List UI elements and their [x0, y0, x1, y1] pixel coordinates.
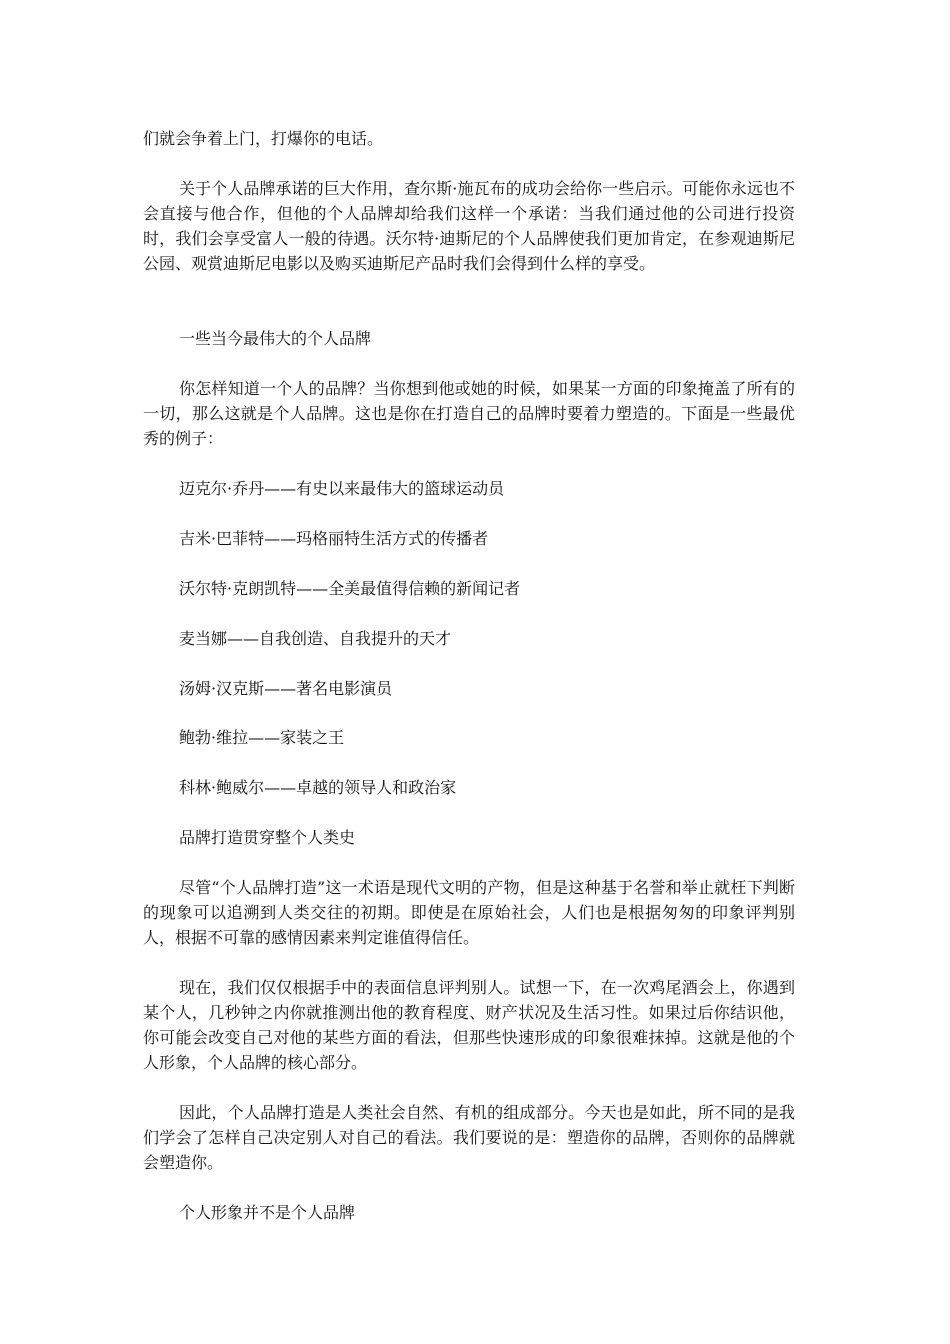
- paragraph-judging-people: 现在，我们仅仅根据手中的表面信息评判别人。试想一下，在一次鸡尾酒会上，你遇到某个人，几秒钟之内你就推测出他的教育程度、财产状况及生活习性。如果过后你结识他，你可能会改变自己对他的某些方面的看法，但那些快速形成的印象很难抹掉。这就是他的个人形象，个人品牌的核心部分。: [143, 978, 795, 1072]
- list-item-buffett: 吉米·巴菲特——玛格丽特生活方式的传播者: [179, 529, 489, 548]
- list-item-jordan: 迈克尔·乔丹——有史以来最伟大的篮球运动员: [179, 479, 505, 498]
- paragraph-therefore: 因此，个人品牌打造是人类社会自然、有机的组成部分。今天也是如此，所不同的是我们学会了怎样自己决定别人对自己的看法。我们要说的是：塑造你的品牌，否则你的品牌就会塑造你。: [143, 1103, 795, 1172]
- list-item-madonna: 麦当娜——自我创造、自我提升的天才: [179, 629, 452, 648]
- section-heading-greatest-brands: 一些当今最伟大的个人品牌: [179, 329, 372, 348]
- paragraph-how-to-know-brand: 你怎样知道一个人的品牌？当你想到他或她的时候，如果某一方面的印象掩盖了所有的一切，那么这就是个人品牌。这也是你在打造自己的品牌时要着力塑造的。下面是一些最优秀的例子：: [143, 379, 795, 448]
- paragraph-schwab-disney: 关于个人品牌承诺的巨大作用，查尔斯·施瓦布的成功会给你一些启示。可能你永远也不会直接与他合作，但他的个人品牌却给我们这样一个承诺：当我们通过他的公司进行投资时，我们会享受富人一般的待遇。沃尔特·迪斯尼的个人品牌使我们更加肯定，在参观迪斯尼公园、观赏迪斯尼电影以及购买迪斯尼产品时我们会得到什么样的享受。: [143, 179, 795, 273]
- paragraph-history: 尽管“个人品牌打造”这一术语是现代文明的产物，但是这种基于名誉和举止就枉下判断的现象可以追溯到人类交往的初期。即使是在原始社会，人们也是根据匆匆的印象评判别人，根据不可靠的感情因素来判定谁值得信任。: [143, 878, 795, 947]
- list-item-powell: 科林·鲍威尔——卓越的领导人和政治家: [179, 778, 457, 797]
- list-item-vila: 鲍勃·维拉——家装之王: [179, 728, 345, 747]
- list-item-hanks: 汤姆·汉克斯——著名电影演员: [179, 679, 393, 698]
- section-heading-image-not-brand: 个人形象并不是个人品牌: [179, 1203, 356, 1222]
- paragraph-continuation: 们就会争着上门，打爆你的电话。: [143, 129, 384, 148]
- section-heading-brand-history: 品牌打造贯穿整个人类史: [179, 828, 356, 847]
- list-item-cronkite: 沃尔特·克朗凯特——全美最值得信赖的新闻记者: [179, 579, 521, 598]
